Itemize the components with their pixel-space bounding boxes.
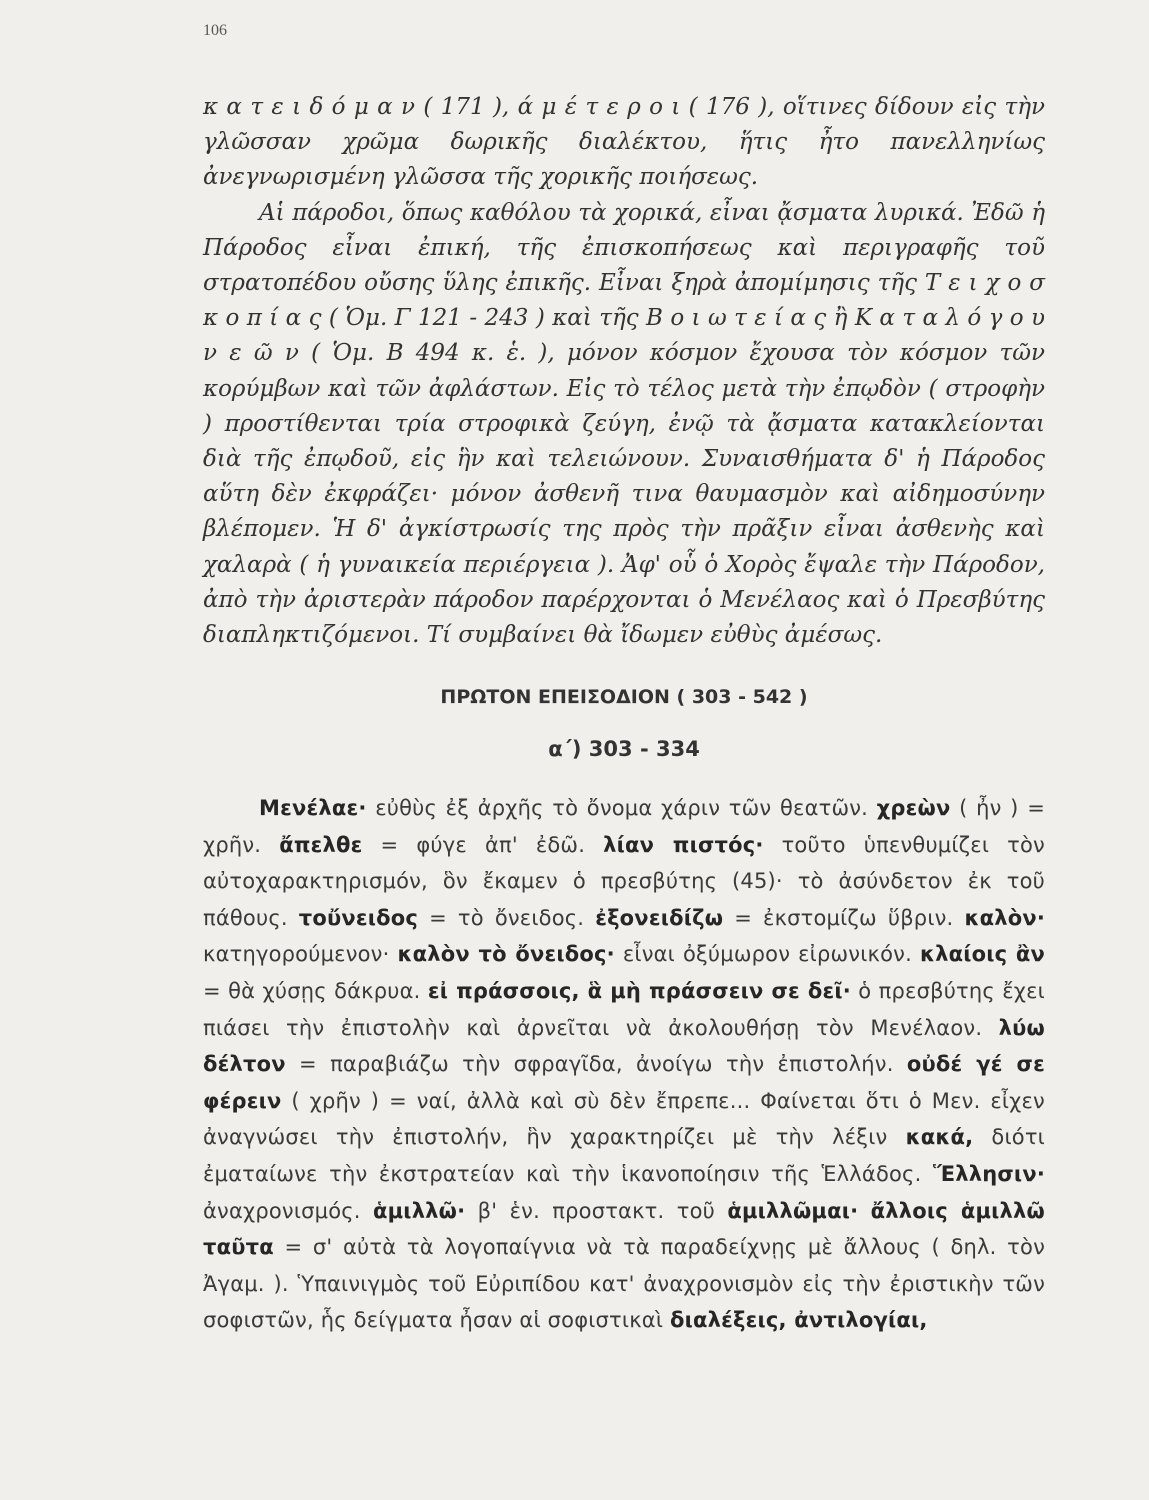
gloss-text: ( χρῆν ) = ναί, ἀλλὰ καὶ σὺ δὲν ἔπρεπε... Φαίνεται ὅτι ὁ Μεν. εἶχεν ἀναγνώσει τὴν ἐπιστολήν, ἣν χαρακτηρίζει μὲ τὴν λέξιν: [203, 1088, 1045, 1150]
lemma-term: τοὔνειδος: [298, 905, 419, 930]
italic-paragraph-1: κ α τ ε ι δ ό μ α ν ( 171 ), ά μ έ τ ε ρ ο ι ( 176 ), οἵτινες δίδουν εἰς τὴν γλῶσσαν χρῶμα δωρικῆς διαλέκτου, ἥτις ἦτο πανελληνίως ἀνεγνωρισμένη γλῶσσα τῆς χορικῆς ποιήσεως.: [203, 94, 1045, 191]
gloss-text: = φύγε ἀπ' ἐδῶ.: [362, 832, 604, 857]
section-heading: ΠΡΩΤΟΝ ΕΠΕΙΣΟΔΙΟΝ ( 303 - 542 ): [440, 686, 808, 708]
gloss-text: ( ἦν ) = χρῆν.: [203, 796, 1045, 857]
gloss-text: ἀναχρονισμός.: [203, 1198, 374, 1223]
gloss-text: = σ' αὐτὰ τὰ λογοπαίγνια νὰ τὰ παραδείχνῃς μὲ ἄλλους ( δηλ. τὸν Ἀγαμ. ). Ὑπαινιγμὸς τοῦ Εὐριπίδου κατ' ἀναχρονισμὸν εἰς τὴν ἐριστικὴν τῶν σοφιστῶν, ἧς δείγματα ἦσαν αἱ σοφιστικαὶ: [203, 1235, 1045, 1333]
lemma-term: οὐδέ γέ σε φέρειν: [203, 1052, 1045, 1113]
lemma-term: κακά,: [905, 1125, 974, 1150]
lemma-term: ἐξονειδίζω: [595, 905, 724, 930]
lemma-term: Μενέλαε·: [259, 796, 367, 820]
lemma-term: καλὸν·: [964, 905, 1046, 930]
gloss-text: [858, 1199, 870, 1223]
lemma-term: λίαν πιστός·: [603, 832, 764, 857]
gloss-text: διότι ἐματαίωνε τὴν ἐκστρατείαν καὶ τὴν ἱκανοποίησιν τῆς Ἑλλάδος.: [203, 1125, 1045, 1186]
lemma-term: εἰ πράσσοις, ἃ μὴ πράσσειν σε δεῖ·: [427, 978, 851, 1003]
lemma-term: καλὸν τὸ ὄνειδος·: [397, 942, 615, 967]
gloss-text: β' ἑν. προστακτ. τοῦ: [465, 1198, 728, 1223]
gloss-text: τοῦτο ὑπενθυμίζει τὸν αὐτοχαρακτηρισμόν, ὃν ἔκαμεν ὁ πρεσβύτης (45)· τὸ ἀσύνδετον ἐκ τοῦ πάθους.: [203, 832, 1045, 930]
gloss-text: = τὸ ὄνειδος.: [418, 905, 596, 930]
gloss-text: εἶναι ὀξύμωρον εἰρωνικόν.: [614, 942, 920, 967]
italic-commentary-section: [203, 90, 1045, 653]
commentary-paragraph: [203, 790, 1045, 1339]
lemma-term: ἄπελθε: [279, 832, 363, 857]
gloss-text: ὁ πρεσβύτης ἔχει πιάσει τὴν ἐπιστολὴν καὶ ἀρνεῖται νὰ ἀκολουθήσῃ τὸν Μενέλαον.: [203, 978, 1045, 1040]
lemma-term: ἄλλοις ἁμιλλῶ ταῦτα: [203, 1198, 1045, 1260]
gloss-text: εὐθὺς ἐξ ἀρχῆς τὸ ὄνομα χάριν τῶν θεατῶν.: [366, 796, 877, 820]
gloss-text: = θὰ χύσῃς δάκρυα.: [203, 978, 428, 1003]
gloss-text: = ἐκστομίζω ὕβριν.: [723, 905, 965, 930]
lemma-term: Ἕλλησιν·: [932, 1161, 1045, 1186]
gloss-text: κατηγορούμενον·: [203, 942, 398, 967]
page-number: 106: [203, 22, 227, 39]
italic-paragraph-2: Αἱ πάροδοι, ὅπως καθόλου τὰ χορικά, εἶναι ᾄσματα λυρικά. Ἐδῶ ἡ Πάροδος εἶναι ἐπική, τῆς ἐπισκοπήσεως καὶ περιγραφῆς τοῦ στρατοπέδου οὔσης ὕλης ἐπικῆς. Εἶναι ξηρὰ ἀπομίμησις τῆς Τ ε ι χ ο σ κ ο π ί α ς ( Ὁμ. Γ 121 - 243 ) καὶ τῆς Β ο ι ω τ ε ί α ς ἢ Κ α τ α λ ό γ ο υ ν ε ῶ ν ( Ὁμ. Β 494 κ. ἑ. ), μόνον κόσμον ἔχουσα τὸν κόσμον τῶν κορύμβων καὶ τῶν ἀφλάστων. Εἰς τὸ τέλος μετὰ τὴν ἐπῳδὸν ( στροφὴν ) προστίθενται τρία στροφικὰ ζεύγη, ἐνῷ τὰ ᾄσματα κατακλείονται διὰ τῆς ἐπῳδοῦ, εἰς ἣν καὶ τελειώνουν. Συναισθήματα δ' ἡ Πάροδος αὕτη δὲν ἐκφράζει· μόνον ἀσθενῆ τινα θαυμασμὸν καὶ αἰδημοσύνην βλέπομεν. Ἡ δ' ἀγκίστρωσίς της πρὸς τὴν πρᾶξιν εἶναι ἀσθενὴς καὶ χαλαρὰ ( ἡ γυναικεία περιέργεια ). Ἀφ' οὗ ὁ Χορὸς ἔψαλε τὴν Πάροδον, ἀπὸ τὴν ἀριστερὰν πάροδον παρέρχονται ὁ Μενέλαος καὶ ὁ Πρεσβύτης διαπληκτιζόμενοι. Τί συμβαίνει θὰ ἴδωμεν εὐθὺς ἀμέσως.: [203, 199, 1045, 649]
lemma-term: διαλέξεις, ἀντιλογίαι,: [670, 1308, 928, 1333]
lemma-term: λύω δέλτον: [203, 1015, 1045, 1077]
lemma-term: ἁμιλλῶ·: [373, 1198, 466, 1223]
lemma-term: χρεὼν: [876, 796, 951, 820]
lemma-term: ἁμιλλῶμαι·: [727, 1198, 859, 1223]
subsection-heading: α΄) 303 - 334: [548, 737, 700, 761]
lemma-commentary: [203, 790, 1045, 1339]
gloss-text: = παραβιάζω τὴν σφραγῖδα, ἀνοίγω τὴν ἐπιστολήν.: [285, 1052, 907, 1077]
lemma-term: κλαίοις ἂν: [919, 942, 1046, 967]
